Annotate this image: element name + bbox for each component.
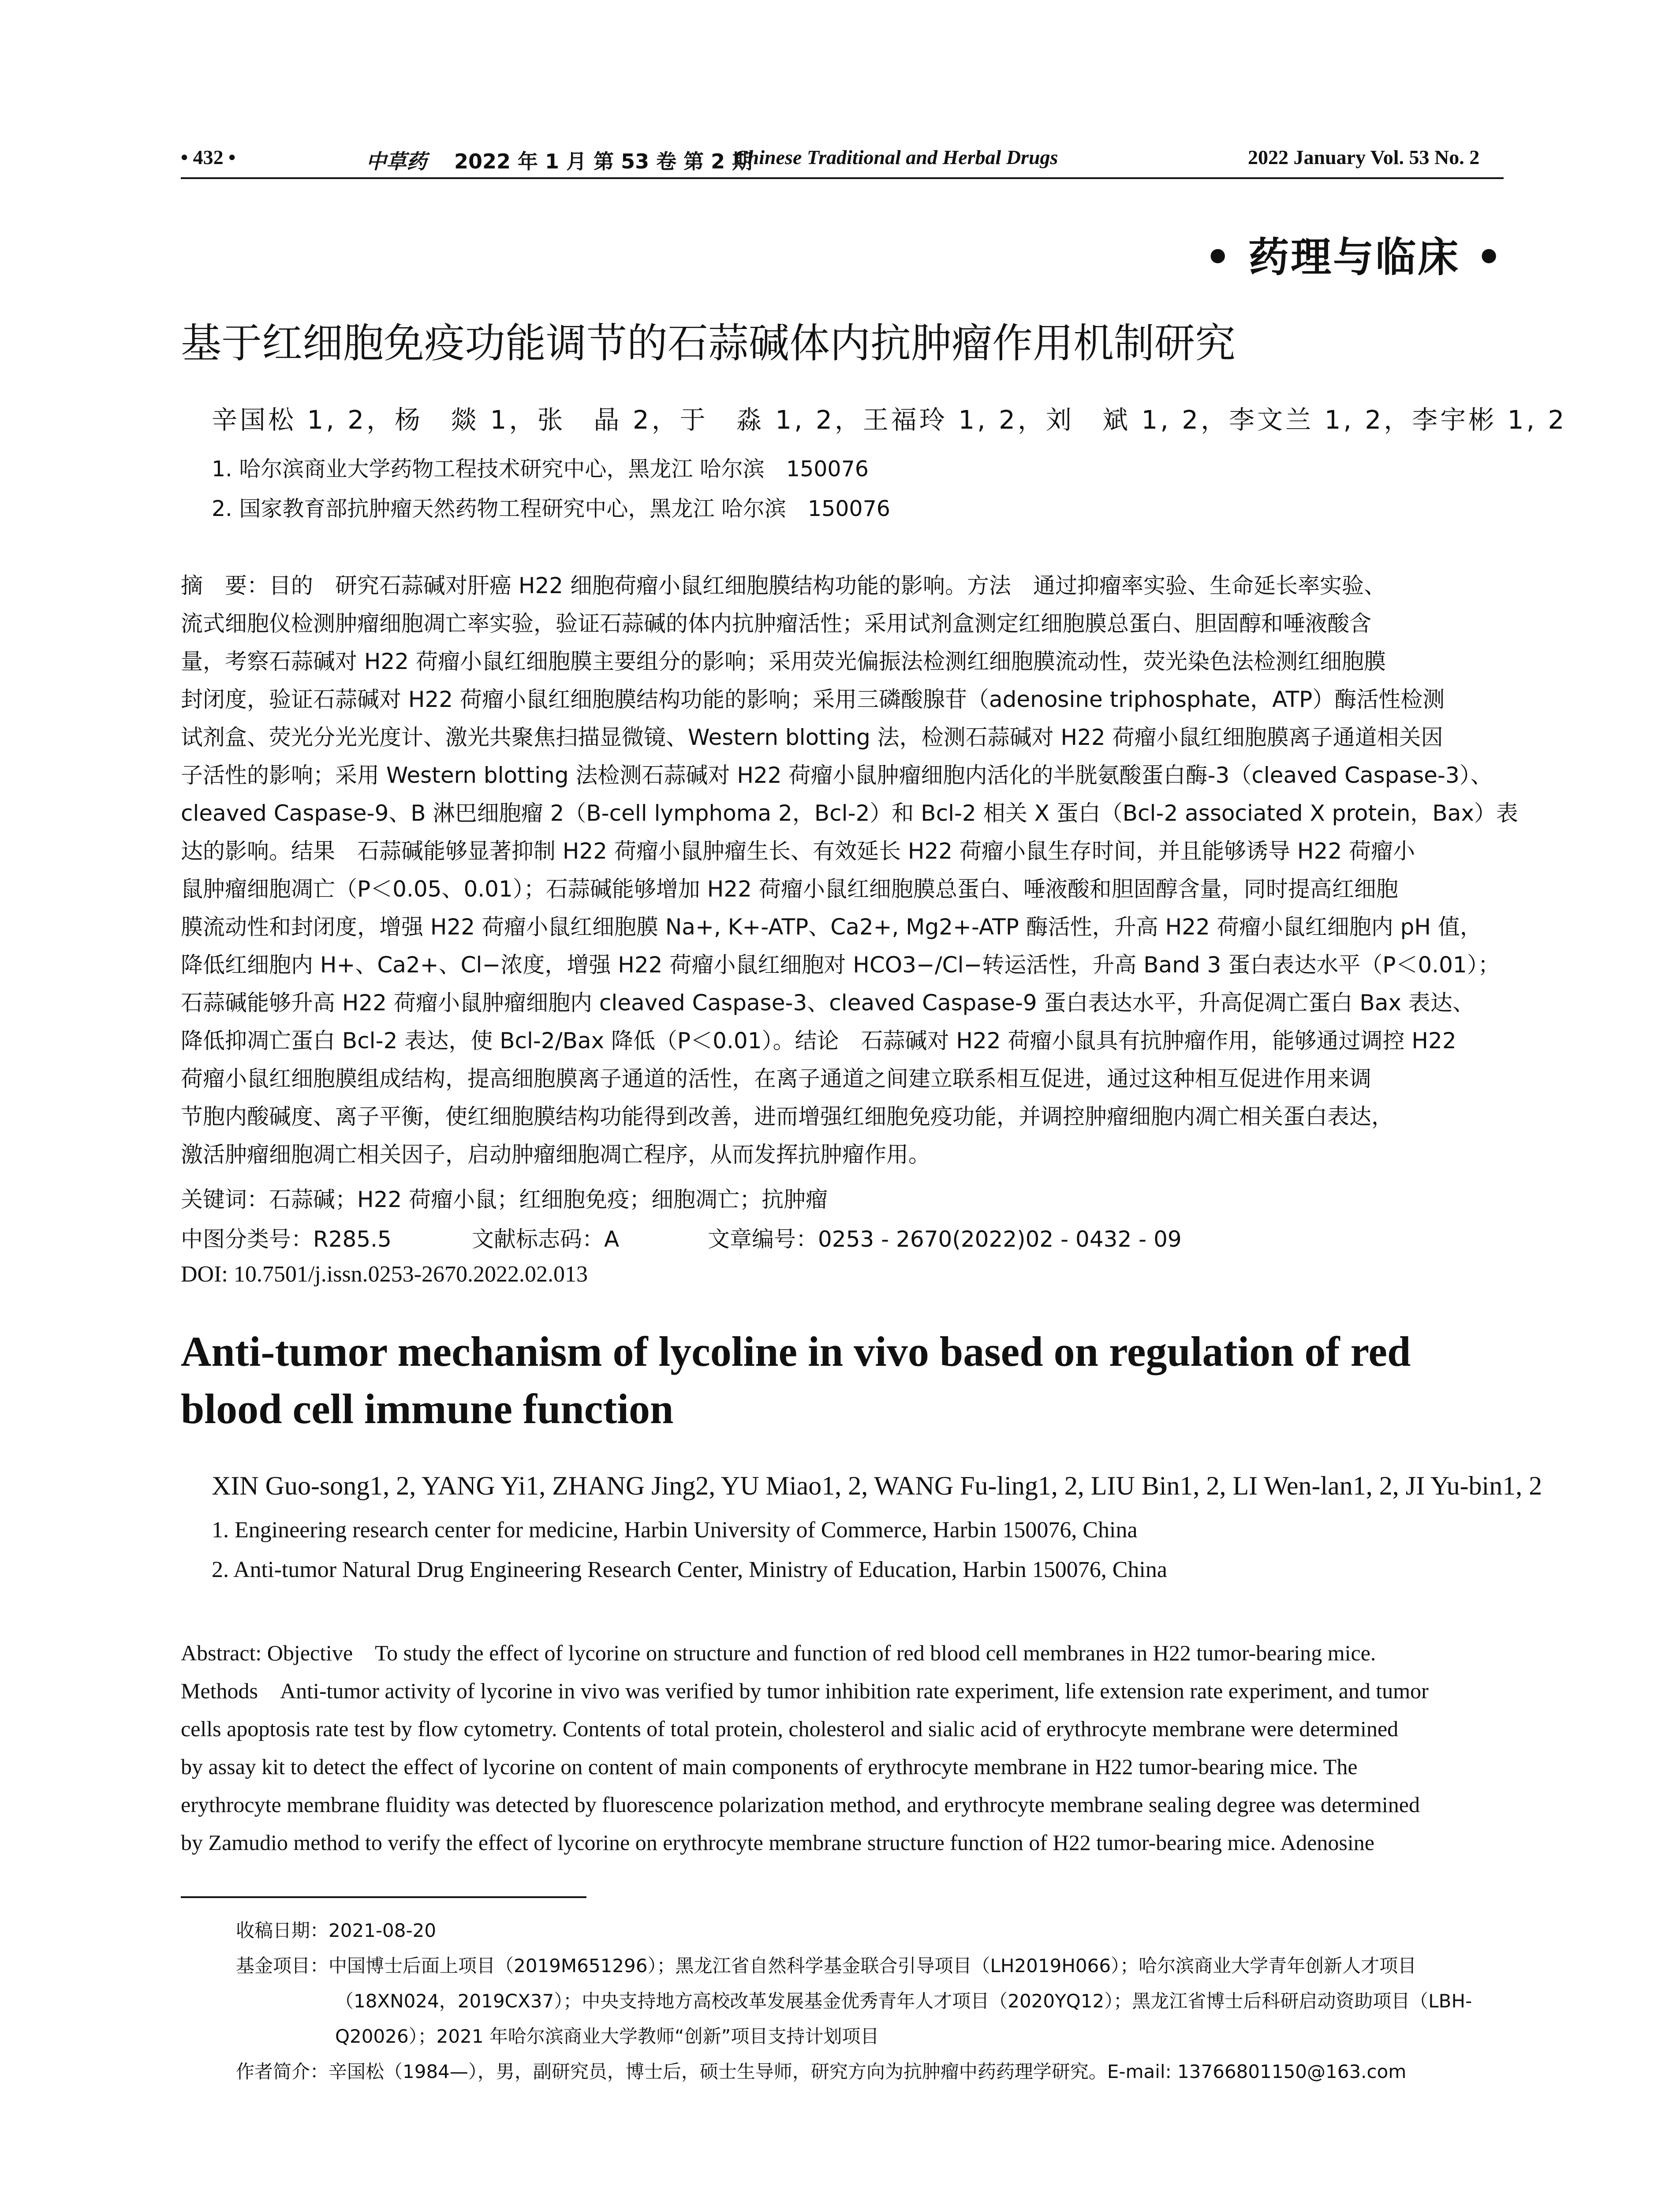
- received-date: 收稿日期：2021-08-20: [236, 1920, 437, 1941]
- document-code: 文献标志码：A: [472, 1226, 620, 1252]
- cn-abstract-line: 降低抑凋亡蛋白 Bcl-2 表达，使 Bcl-2/Bax 降低（P＜0.01）。结论 石蒜碱对 H22 荷瘤小鼠具有抗肿瘤作用，能够通过调控 H22: [181, 1028, 1456, 1054]
- en-affiliation-2: 2. Anti-tumor Natural Drug Engineering Research Center, Ministry of Education, Harbin 150076, China: [212, 1557, 1167, 1582]
- cn-title: 基于红细胞免疫功能调节的石蒜碱体内抗肿瘤作用机制研究: [181, 320, 1236, 367]
- cn-affiliation-1: 1. 哈尔滨商业大学药物工程技术研究中心，黑龙江 哈尔滨 150076: [212, 456, 869, 482]
- en-abstract-line: by assay kit to detect the effect of lycorine on content of main components of erythrocyte membrane in H22 tumor-bearing mice. The: [181, 1754, 1358, 1779]
- running-header: [181, 141, 1504, 176]
- cn-affiliation-2: 2. 国家教育部抗肿瘤天然药物工程研究中心，黑龙江 哈尔滨 150076: [212, 496, 890, 521]
- funding-line: 基金项目：中国博士后面上项目（2019M651296）；黑龙江省自然科学基金联合引导项目（LH2019H066）；哈尔滨商业大学青年创新人才项目: [236, 1955, 1417, 1977]
- cn-authors: 辛国松 1, 2，杨 燚 1，张 晶 2，于 淼 1, 2，王福玲 1, 2，刘 斌 1, 2，李文兰 1, 2，李宇彬 1, 2: [212, 405, 1567, 435]
- journal-name-en: Chinese Traditional and Herbal Drugs: [734, 146, 1058, 168]
- issue-en: 2022 January Vol. 53 No. 2: [1248, 146, 1480, 168]
- cn-abstract-line: 封闭度，验证石蒜碱对 H22 荷瘤小鼠红细胞膜结构功能的影响；采用三磷酸腺苷（adenosine triphosphate，ATP）酶活性检测: [181, 687, 1445, 712]
- header-rule: [181, 177, 1504, 179]
- cn-abstract-line: 鼠肿瘤细胞凋亡（P＜0.05、0.01）；石蒜碱能够增加 H22 荷瘤小鼠红细胞膜总蛋白、唾液酸和胆固醇含量，同时提高红细胞: [181, 876, 1398, 902]
- cn-abstract-line: 降低红细胞内 H+、Ca2+、Cl−浓度，增强 H22 荷瘤小鼠红细胞对 HCO3−/Cl−转运活性，升高 Band 3 蛋白表达水平（P＜0.01）；: [181, 952, 1500, 978]
- cn-abstract-line: 量，考察石蒜碱对 H22 荷瘤小鼠红细胞膜主要组分的影响；采用荧光偏振法检测红细胞膜流动性，荧光染色法检测红细胞膜: [181, 649, 1386, 674]
- cn-keywords: 关键词：石蒜碱；H22 荷瘤小鼠；红细胞免疫；细胞凋亡；抗肿瘤: [181, 1187, 828, 1212]
- cn-abstract-line: 流式细胞仪检测肿瘤细胞凋亡率实验，验证石蒜碱的体内抗肿瘤活性；采用试剂盒测定红细胞膜总蛋白、胆固醇和唾液酸含: [181, 611, 1371, 636]
- issue-cn: 2022 年 1 月 第 53 卷 第 2 期: [454, 149, 753, 173]
- cn-abstract-line: 节胞内酸碱度、离子平衡，使红细胞膜结构功能得到改善，进而增强红细胞免疫功能，并调控肿瘤细胞内凋亡相关蛋白表达，: [181, 1104, 1393, 1129]
- cn-abstract-line: 荷瘤小鼠红细胞膜组成结构，提高细胞膜离子通道的活性，在离子通道之间建立联系相互促进，通过这种相互促进作用来调: [181, 1066, 1371, 1091]
- en-title: Anti-tumor mechanism of lycoline in vivo based on regulation of red blood cell immune function: [181, 1328, 1411, 1432]
- doi: DOI: 10.7501/j.issn.0253-2670.2022.02.013: [181, 1262, 588, 1287]
- cn-abstract-line: 摘 要：目的 研究石蒜碱对肝癌 H22 细胞荷瘤小鼠红细胞膜结构功能的影响。方法 通过抑瘤率实验、生命延长率实验、: [181, 573, 1386, 598]
- cn-abstract-line: 子活性的影响；采用 Western blotting 法检测石蒜碱对 H22 荷瘤小鼠肿瘤细胞内活化的半胱氨酸蛋白酶-3（cleaved Caspase-3）、: [181, 762, 1493, 788]
- clc-number: 中图分类号：R285.5: [181, 1226, 392, 1252]
- journal-name-cn: 中草药: [366, 149, 427, 173]
- en-abstract-line: by Zamudio method to verify the effect of lycorine on erythrocyte membrane structure function of H22 tumor-bearing mice. Adenosine: [181, 1830, 1374, 1855]
- page-number: • 432 •: [181, 146, 236, 168]
- en-abstract-line: erythrocyte membrane fluidity was detected by fluorescence polarization method, and erythrocyte membrane sealing degree was determined: [181, 1792, 1420, 1817]
- funding-line: （18XN024，2019CX37）；中央支持地方高校改革发展基金优秀青年人才项目（2020YQ12）；黑龙江省博士后科研启动资助项目（LBH-: [335, 1990, 1472, 2012]
- footnote-rule: [181, 1896, 586, 1898]
- author-bio: 作者简介：辛国松（1984—），男，副研究员，博士后，硕士生导师，研究方向为抗肿瘤中药药理学研究。E-mail: 13766801150@163.com: [236, 2061, 1407, 2082]
- cn-abstract-line: 试剂盒、荧光分光光度计、激光共聚焦扫描显微镜、Western blotting 法，检测石蒜碱对 H22 荷瘤小鼠红细胞膜离子通道相关因: [181, 725, 1443, 750]
- cn-abstract-line: 石蒜碱能够升高 H22 荷瘤小鼠肿瘤细胞内 cleaved Caspase-3、cleaved Caspase-9 蛋白表达水平，升高促凋亡蛋白 Bax 表达、: [181, 990, 1475, 1016]
- article-number: 文章编号：0253 - 2670(2022)02 - 0432 - 09: [708, 1226, 1182, 1252]
- cn-abstract-line: 膜流动性和封闭度，增强 H22 荷瘤小鼠红细胞膜 Na+, K+-ATP、Ca2+, Mg2+-ATP 酶活性，升高 H22 荷瘤小鼠红细胞内 pH 值，: [181, 914, 1482, 940]
- en-abstract-line: cells apoptosis rate test by flow cytometry. Contents of total protein, cholesterol and sialic acid of erythrocyte membrane were determined: [181, 1716, 1399, 1741]
- cn-abstract-line: cleaved Caspase-9、B 淋巴细胞瘤 2（B-cell lymphoma 2，Bcl-2）和 Bcl-2 相关 X 蛋白（Bcl-2 associated X protein，Bax）表: [181, 800, 1518, 826]
- cn-abstract-line: 激活肿瘤细胞凋亡相关因子，启动肿瘤细胞凋亡程序，从而发挥抗肿瘤作用。: [181, 1142, 930, 1167]
- en-affiliation-1: 1. Engineering research center for medicine, Harbin University of Commerce, Harbin 150076, China: [212, 1517, 1138, 1543]
- cn-abstract-line: 达的影响。结果 石蒜碱能够显著抑制 H22 荷瘤小鼠肿瘤生长、有效延长 H22 荷瘤小鼠生存时间，并且能够诱导 H22 荷瘤小: [181, 838, 1415, 864]
- funding-line: Q20026）；2021 年哈尔滨商业大学教师“创新”项目支持计划项目: [335, 2026, 879, 2047]
- en-authors: XIN Guo-song1, 2, YANG Yi1, ZHANG Jing2, YU Miao1, 2, WANG Fu-ling1, 2, LIU Bin1, 2, LI Wen-lan1, 2, JI Yu-bin1, 2: [212, 1471, 1542, 1500]
- section-label: • 药理与临床 •: [1205, 234, 1504, 281]
- en-abstract-line: Abstract: Objective To study the effect of lycorine on structure and function of red blood cell membranes in H22 tumor-bearing mice.: [181, 1641, 1376, 1665]
- en-abstract-line: Methods Anti-tumor activity of lycorine in vivo was verified by tumor inhibition rate experiment, life extension rate experiment, and tumor: [181, 1678, 1429, 1703]
